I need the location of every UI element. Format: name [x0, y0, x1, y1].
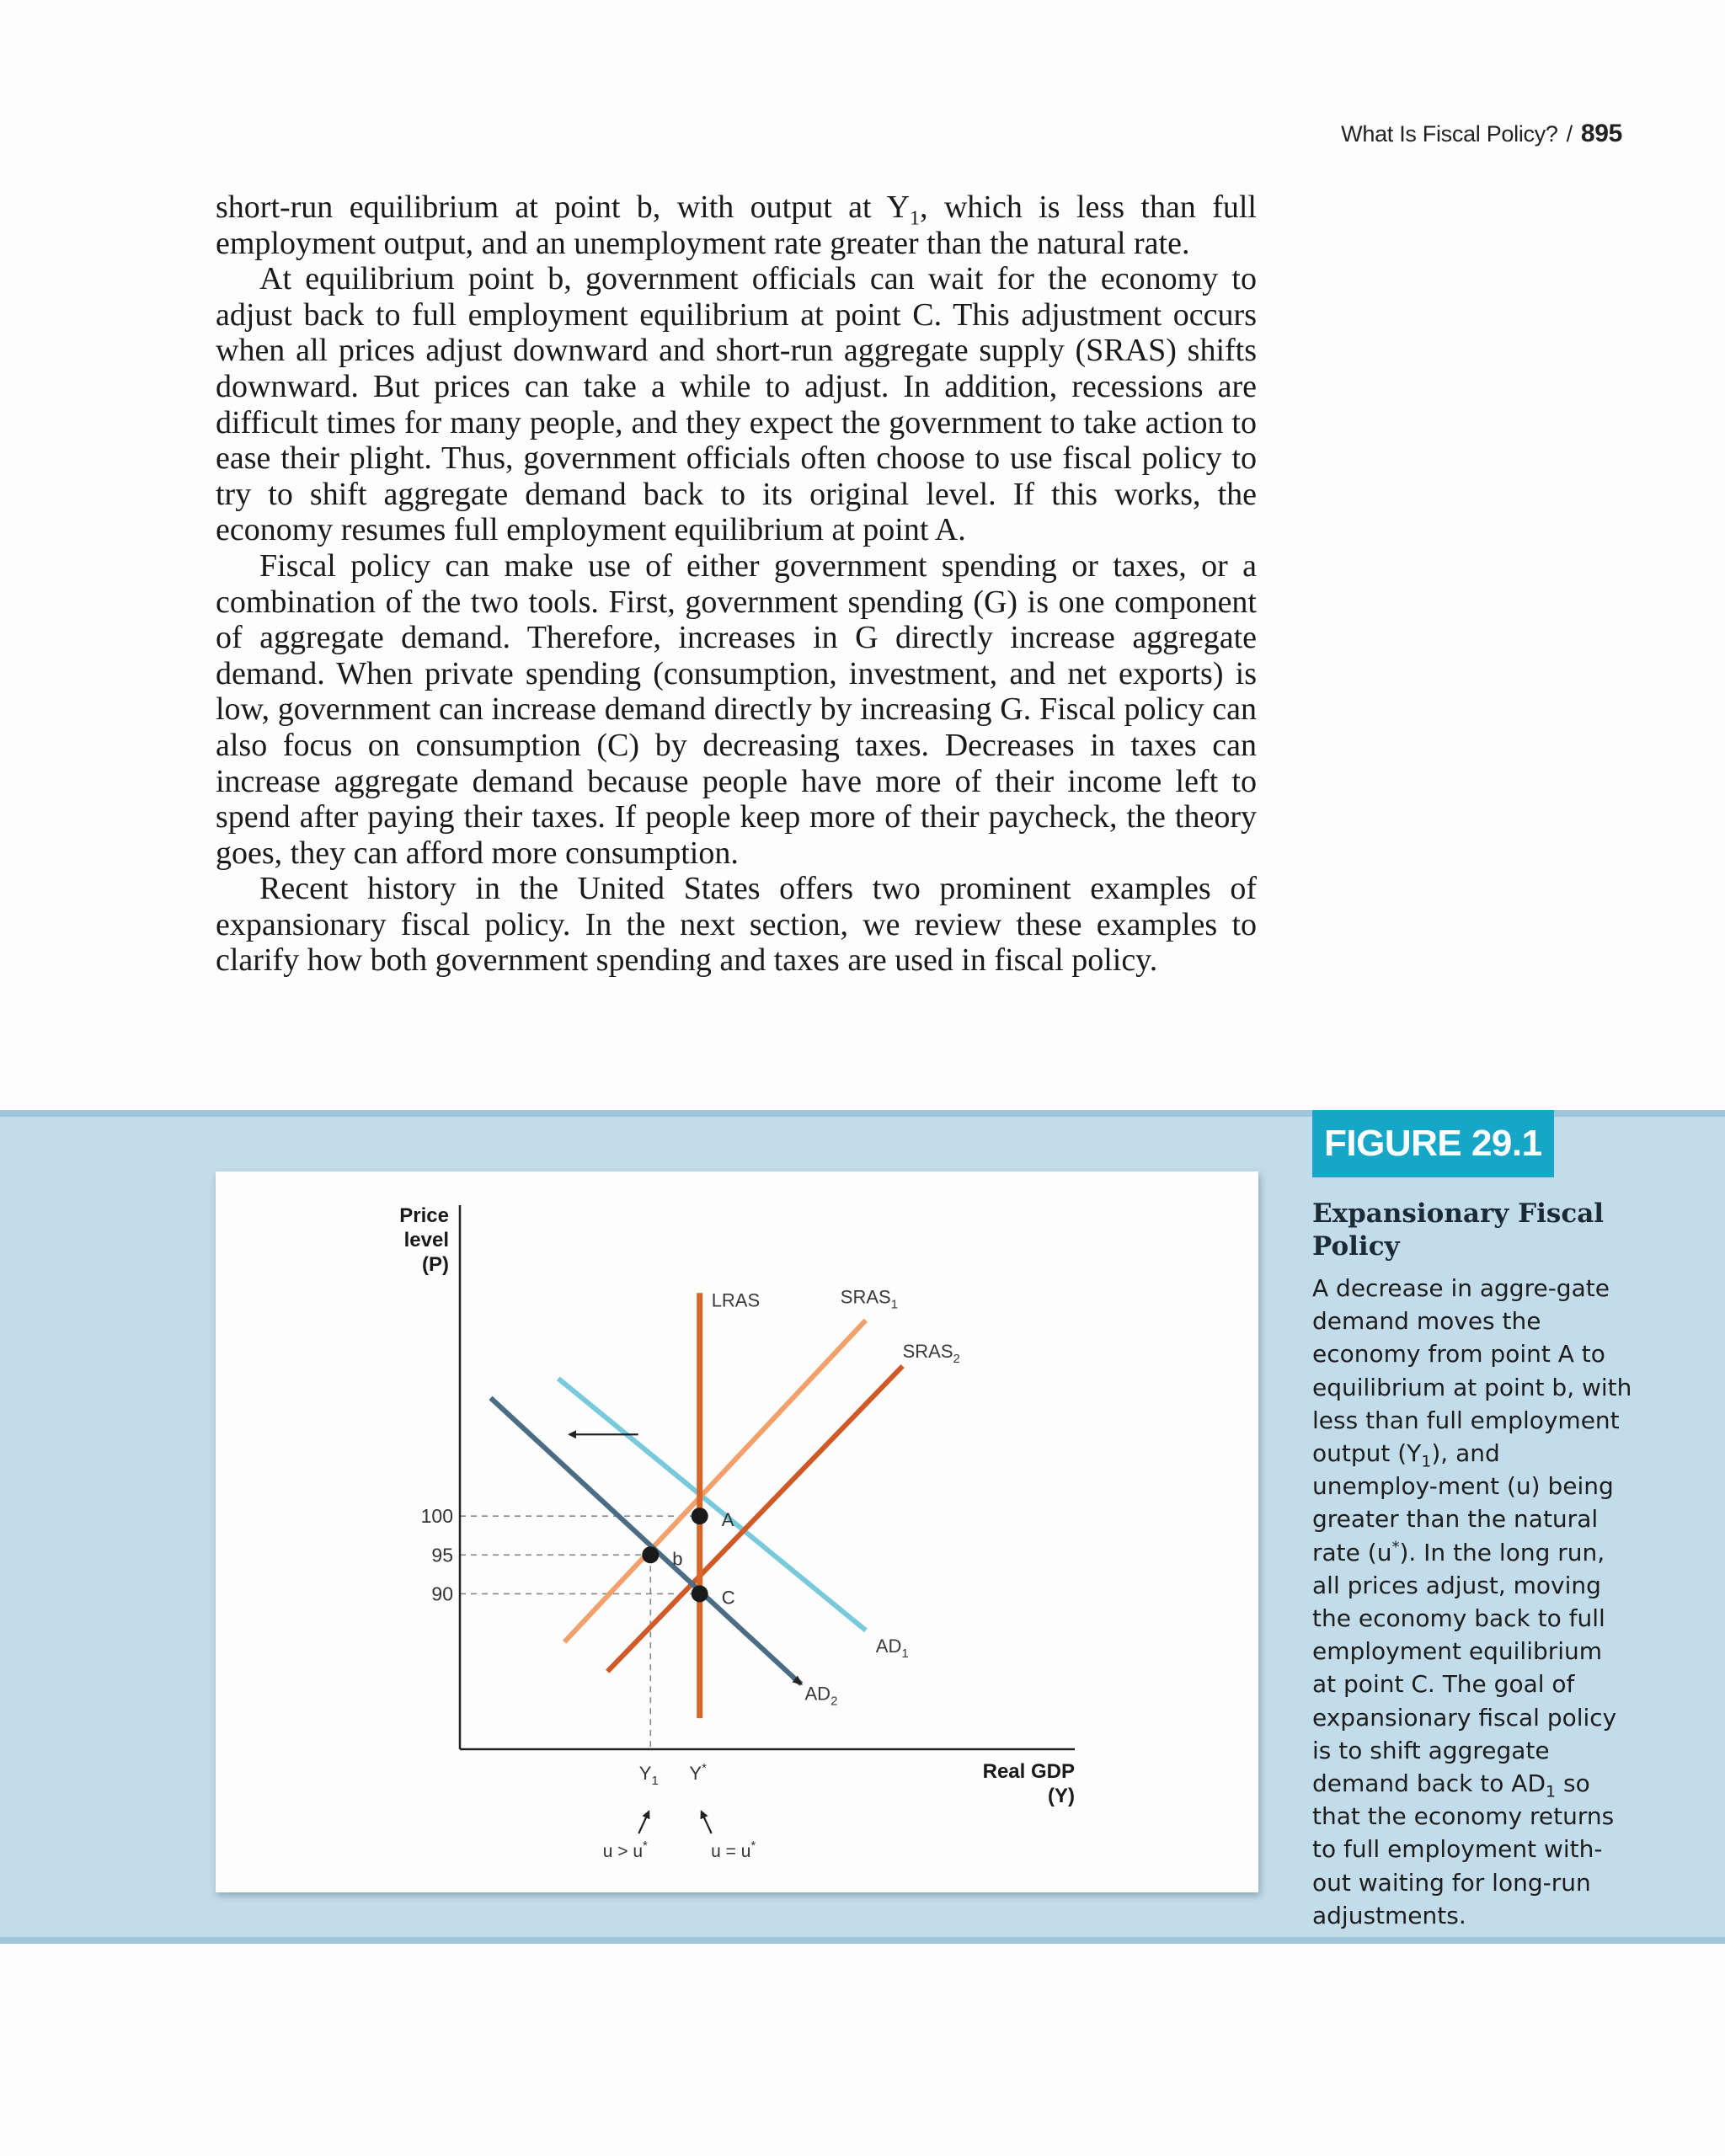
paragraph-1: short-run equilibrium at point b, with output at $Y_1$, which is less than full employment output, and an unemployment rate greater than the natural rate.: [216, 189, 1257, 261]
y-tick-100: 100: [420, 1505, 453, 1528]
point-label-A: A: [721, 1509, 734, 1531]
ad2-arrowhead: [793, 1678, 802, 1684]
label-sras2: $SRAS_2$: [902, 1341, 960, 1367]
label-lras: LRAS: [711, 1289, 761, 1311]
paragraph-2: At equilibrium point b, government officials can wait for the economy to adjust back to full employment equilibrium at point C. This adjustment occurs when all prices adjust downward and short-run aggregate supply (SRAS) shifts downward. But prices can take a while to adjust. In addition, recessions are difficult times for many people, and they expect the government to take action to ease their plight. Thus, government officials often choose to use fiscal policy to try to shift aggregate demand back to its original level. If this works, the economy resumes full employment equilibrium at point A.: [216, 261, 1257, 548]
x-marker-arrow-0: [638, 1812, 649, 1833]
label-sras1: $SRAS_1$: [840, 1286, 899, 1312]
ad-as-chart: [216, 1171, 1258, 1892]
label-ad1: $AD_1$: [875, 1635, 909, 1661]
point-A: [692, 1508, 708, 1524]
x-axis-label-0: Real GDP: [982, 1760, 1075, 1783]
point-label-b: b: [672, 1548, 683, 1570]
y-axis-label-2: (P): [422, 1253, 449, 1276]
header-separator: /: [1566, 121, 1573, 147]
label-ad2: $AD_2$: [804, 1683, 838, 1709]
page-number: 895: [1580, 120, 1622, 147]
chapter-section-title: What Is Fiscal Policy?: [1341, 121, 1558, 147]
figure-label: FIGURE 29.1: [1312, 1110, 1554, 1177]
x-marker-arrow-1: [702, 1812, 712, 1833]
figure-caption: A decrease in aggre-gate demand moves the economy from point A to equilibrium at point b, with less than full employment output $(Y_1)$, and unemploy-ment (u) being greater than the natural rate (u*). In the long run, all prices adjust, moving the economy back to full employment equilibrium at point C. The goal of expansionary fiscal policy is to shift aggregate demand back to $AD_1$ so that the economy returns to full employment with-out waiting for long-run adjustments.: [1312, 1274, 1632, 1929]
x-axis-label-1: (Y): [1048, 1785, 1075, 1807]
x-marker-note-1: u = u*: [711, 1838, 756, 1861]
y-tick-90: 90: [431, 1582, 453, 1605]
point-C: [692, 1585, 708, 1602]
body-text: [216, 189, 1257, 979]
paragraph-3: Fiscal policy can make use of either government spending or taxes, or a combination of the two tools. First, government spending (G) is one component of aggregate demand. Therefore, increases in G directly increase aggregate demand. When private spending (consumption, investment, and net exports) is low, government can increase demand directly by increasing G. Fiscal policy can also focus on consumption (C) by decreasing taxes. Decreases in taxes can increase aggregate demand because people have more of their income left to spend after paying their taxes. If people keep more of their paycheck, the theory goes, they can afford more consumption.: [216, 547, 1257, 871]
y-axis-label-1: level: [403, 1229, 449, 1251]
paragraph-4: Recent history in the United States offers two prominent examples of expansionary fiscal policy. In the next section, we review these examples to clarify how both government spending and taxes are used in fiscal policy.: [216, 871, 1257, 979]
x-marker-1: Y*: [689, 1761, 707, 1784]
y-tick-95: 95: [431, 1544, 453, 1566]
point-b: [642, 1546, 659, 1563]
point-label-C: C: [721, 1587, 735, 1609]
x-marker-0: $Y_1$: [638, 1763, 659, 1788]
x-marker-note-0: u > u*: [602, 1838, 648, 1861]
y-axis-label-0: Price: [399, 1204, 449, 1227]
chart-card: [216, 1171, 1258, 1892]
running-head: [1341, 120, 1622, 148]
figure-title: Expansionary Fiscal Policy: [1312, 1198, 1605, 1262]
